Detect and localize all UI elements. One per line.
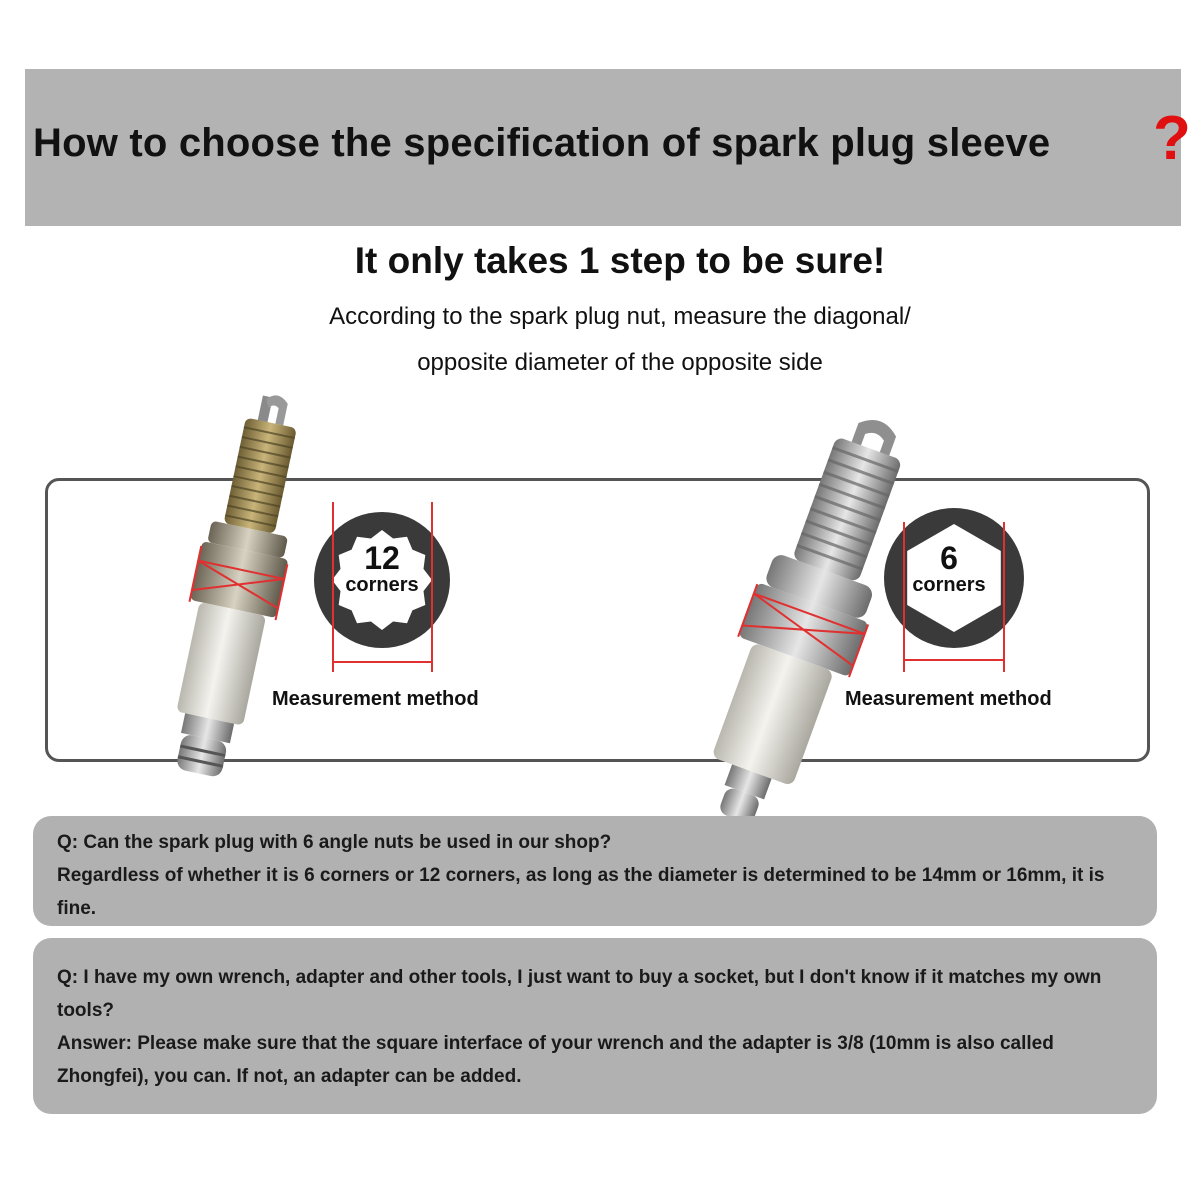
page-title: How to choose the specification of spark plug sleeve — [33, 121, 1051, 165]
left-spark-plug-image — [155, 387, 321, 783]
left-socket-label — [332, 542, 432, 595]
right-socket-label — [899, 542, 999, 595]
faq-1-question: Q: Can the spark plug with 6 angle nuts be used in our shop? — [57, 832, 612, 853]
right-measurement-caption: Measurement method — [845, 688, 1052, 710]
question-mark: ? — [1153, 104, 1191, 173]
left-socket-unit: corners — [345, 574, 419, 596]
right-socket-number: 6 — [940, 540, 958, 576]
description-line-1: According to the spark plug nut, measure the diagonal/ — [329, 303, 911, 330]
description-line-2: opposite diameter of the opposite side — [417, 349, 823, 376]
right-spark-plug-image — [679, 401, 935, 839]
faq-box-2 — [33, 938, 1157, 1114]
faq-2-question: Q: I have my own wrench, adapter and other tools, I just want to buy a socket, but I don't know if it matches my own tools? — [57, 967, 1102, 1021]
faq-box-1 — [33, 816, 1157, 926]
right-socket-unit: corners — [912, 574, 986, 596]
left-socket-number: 12 — [364, 540, 400, 576]
faq-2-answer: Answer: Please make sure that the square interface of your wrench and the adapter is 3/8 (10mm is also called Zhongfei), you can. If not, an adapter can be added. — [57, 1033, 1054, 1087]
left-measurement-caption: Measurement method — [272, 688, 479, 710]
faq-1-answer: Regardless of whether it is 6 corners or 12 corners, as long as the diameter is determined to be 14mm or 16mm, it is fine. — [57, 865, 1105, 919]
subtitle: It only takes 1 step to be sure! — [354, 240, 886, 281]
